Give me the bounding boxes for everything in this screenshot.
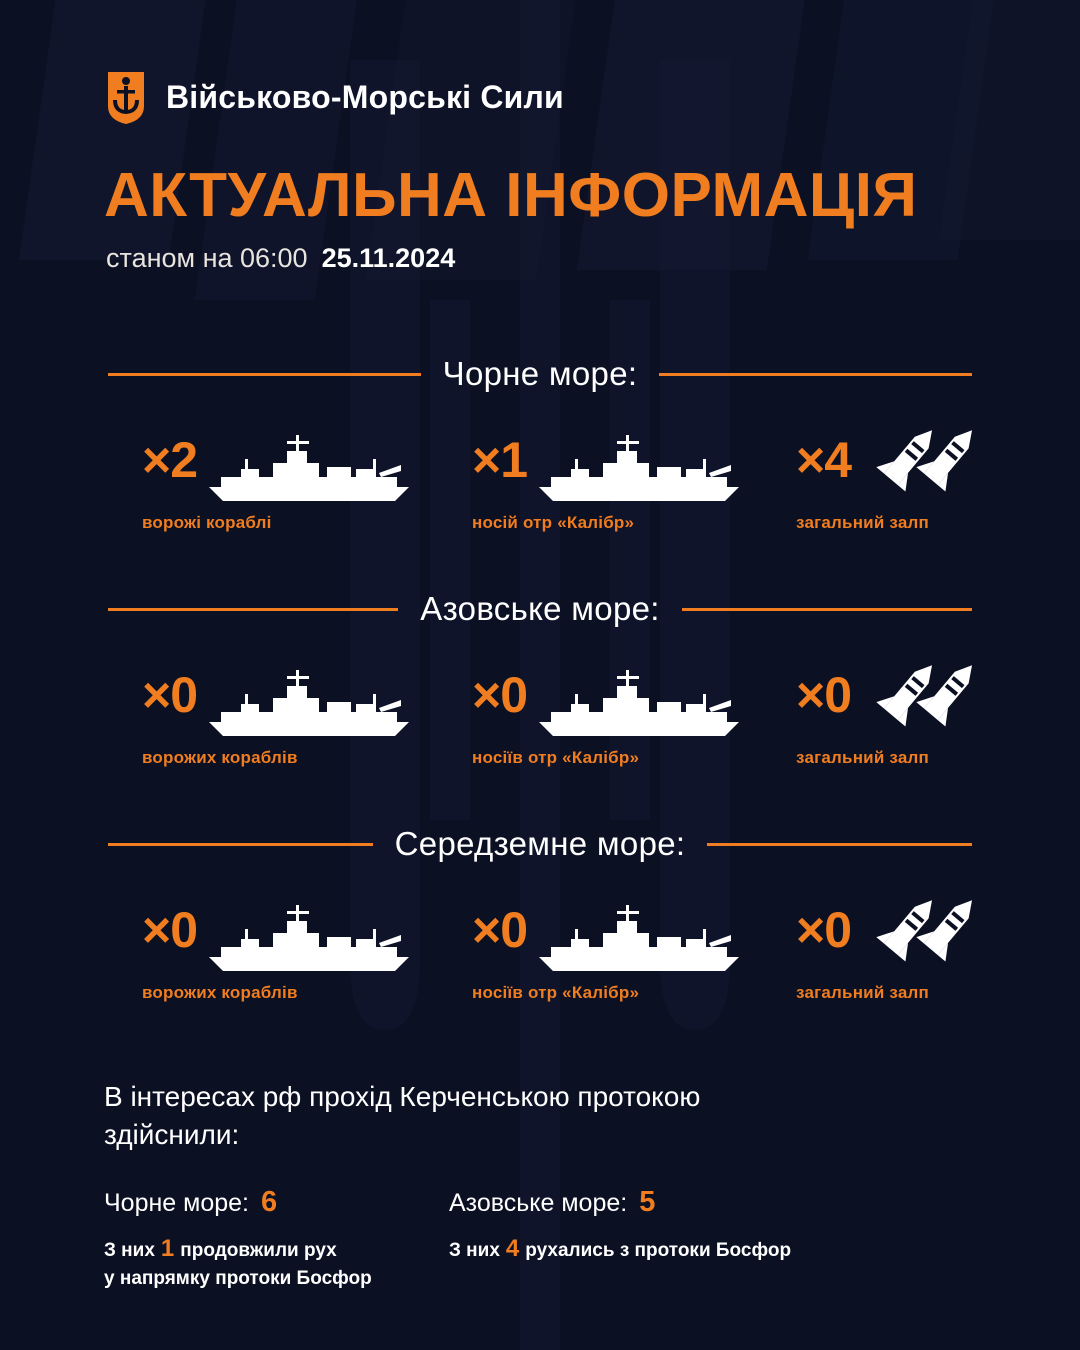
kerch-value: 5 bbox=[639, 1186, 656, 1218]
section-cells bbox=[0, 889, 1080, 1003]
stat-caption: загальний залп bbox=[796, 513, 929, 532]
section-header bbox=[0, 355, 1080, 393]
kerch-strait-title: В інтересах рф прохід Керченською протокою здійснили: bbox=[104, 1081, 701, 1150]
kerch-value: 6 bbox=[260, 1186, 278, 1218]
section-header bbox=[0, 825, 1080, 863]
warship-icon bbox=[201, 433, 416, 503]
naval-anchor-emblem-icon bbox=[104, 70, 148, 124]
stat-caption: загальний залп bbox=[796, 983, 929, 1002]
kerch-detail-line2: у напрямку протоки Босфор bbox=[104, 1268, 372, 1289]
stat-cell-salvo bbox=[746, 889, 1015, 1003]
section-azov-sea bbox=[0, 590, 1080, 768]
figure-row bbox=[472, 889, 746, 973]
stat-count: ×0 bbox=[472, 667, 528, 723]
brand-title: Військово-Морські Сили bbox=[166, 78, 564, 115]
kerch-detail-value: 4 bbox=[505, 1235, 520, 1262]
as-of-line bbox=[106, 243, 455, 274]
missiles-icon bbox=[855, 658, 1015, 738]
stat-count: ×0 bbox=[472, 902, 528, 958]
stat-count: ×1 bbox=[472, 432, 528, 488]
rule-left bbox=[108, 843, 373, 846]
figure-row bbox=[796, 419, 1015, 503]
stat-cell-salvo bbox=[746, 419, 1015, 533]
as-of-label: станом на 06:00 bbox=[106, 243, 308, 273]
rule-right bbox=[707, 843, 972, 846]
figure-row bbox=[472, 654, 746, 738]
stat-count: ×2 bbox=[142, 432, 198, 488]
warship-icon bbox=[531, 668, 746, 738]
kerch-detail-suffix: продовжили рух bbox=[180, 1240, 337, 1261]
stat-count: ×0 bbox=[142, 902, 198, 958]
stat-cell-ships bbox=[96, 654, 416, 768]
section-cells bbox=[0, 654, 1080, 768]
stat-cell-ships bbox=[96, 889, 416, 1003]
kerch-summary bbox=[104, 1186, 449, 1219]
rule-left bbox=[108, 608, 398, 611]
kerch-detail-prefix: З них bbox=[104, 1240, 155, 1261]
kerch-detail-prefix: З них bbox=[449, 1240, 500, 1261]
figure-row bbox=[142, 654, 416, 738]
stat-cell-kalibr bbox=[416, 419, 746, 533]
stat-count: ×4 bbox=[796, 432, 852, 488]
kerch-column-black-sea bbox=[104, 1186, 449, 1293]
warship-icon bbox=[531, 433, 746, 503]
kerch-strait-columns bbox=[104, 1186, 984, 1293]
as-of-date: 25.11.2024 bbox=[321, 243, 456, 273]
stat-caption: носіїв отр «Калібр» bbox=[472, 983, 640, 1002]
kerch-strait-block bbox=[104, 1078, 984, 1293]
kerch-detail-suffix: рухались з протоки Босфор bbox=[525, 1240, 792, 1261]
section-title: Азовське море: bbox=[420, 590, 660, 627]
stat-caption: носій отр «Калібр» bbox=[472, 513, 635, 532]
figure-row bbox=[142, 419, 416, 503]
stat-caption: ворожих кораблів bbox=[142, 983, 298, 1002]
figure-row bbox=[472, 419, 746, 503]
kerch-detail bbox=[449, 1235, 969, 1265]
stat-cell-ships bbox=[96, 419, 416, 533]
section-mediterranean-sea bbox=[0, 825, 1080, 1003]
stat-count: ×0 bbox=[142, 667, 198, 723]
stat-count: ×0 bbox=[796, 667, 852, 723]
figure-row bbox=[796, 654, 1015, 738]
brand bbox=[104, 70, 564, 124]
section-black-sea bbox=[0, 355, 1080, 533]
kerch-column-azov-sea bbox=[449, 1186, 969, 1293]
kerch-detail-value: 1 bbox=[160, 1235, 175, 1262]
kerch-label: Чорне море: bbox=[104, 1189, 249, 1217]
stat-cell-kalibr bbox=[416, 889, 746, 1003]
stat-count: ×0 bbox=[796, 902, 852, 958]
stat-caption: ворожі кораблі bbox=[142, 513, 272, 532]
kerch-detail bbox=[104, 1235, 449, 1293]
warship-icon bbox=[201, 903, 416, 973]
figure-row bbox=[796, 889, 1015, 973]
stat-cell-salvo bbox=[746, 654, 1015, 768]
stat-cell-kalibr bbox=[416, 654, 746, 768]
stat-caption: загальний залп bbox=[796, 748, 929, 767]
section-title: Середземне море: bbox=[394, 825, 686, 862]
kerch-summary bbox=[449, 1186, 969, 1219]
stat-caption: ворожих кораблів bbox=[142, 748, 298, 767]
figure-row bbox=[142, 889, 416, 973]
warship-icon bbox=[201, 668, 416, 738]
page-title: АКТУАЛЬНА ІНФОРМАЦІЯ bbox=[104, 161, 918, 230]
rule-right bbox=[682, 608, 972, 611]
rule-right bbox=[659, 373, 972, 376]
section-title: Чорне море: bbox=[442, 355, 638, 392]
stat-caption: носіїв отр «Калібр» bbox=[472, 748, 640, 767]
section-header bbox=[0, 590, 1080, 628]
rule-left bbox=[108, 373, 421, 376]
section-cells bbox=[0, 419, 1080, 533]
kerch-label: Азовське море: bbox=[449, 1189, 628, 1217]
missiles-icon bbox=[855, 423, 1015, 503]
warship-icon bbox=[531, 903, 746, 973]
missiles-icon bbox=[855, 893, 1015, 973]
